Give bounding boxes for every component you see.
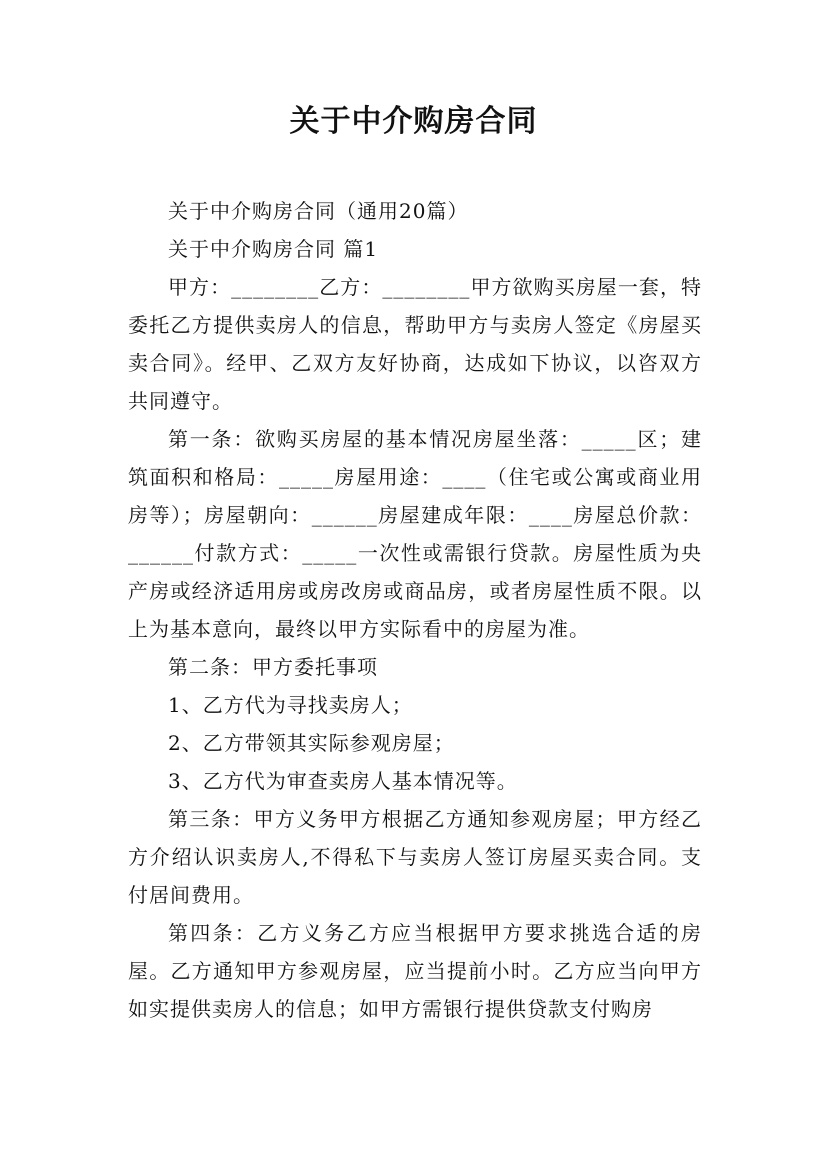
subtitle-paragraph: 关于中介购房合同（通用20篇）	[168, 199, 469, 223]
list-item: 3、乙方代为审查卖房人基本情况等。	[168, 769, 518, 793]
article-one-paragraph: 第一条：欲购买房屋的基本情况房屋坐落：_____区；建筑面积和格局：_____房屋用途：____（住宅或公寓或商业用房等）；房屋朝向：______房屋建成年限：____房屋总价款：______付款方式：_____一次性或需银行贷款。房屋性质为央产房或经济适用房或房改房或商品房，或者房屋性质不限。以上为基本意向，最终以甲方实际看中的房屋为准。	[128, 427, 702, 641]
list-item: 1、乙方代为寻找卖房人；	[168, 693, 413, 717]
article-three-paragraph: 第三条：甲方义务甲方根据乙方通知参观房屋；甲方经乙方介绍认识卖房人,不得私下与卖房人签订房屋买卖合同。支付居间费用。	[128, 807, 702, 907]
document-title: 关于中介购房合同	[289, 104, 538, 139]
section-heading: 关于中介购房合同 篇1	[168, 237, 379, 261]
document-body	[128, 192, 702, 1028]
parties-paragraph: 甲方：________乙方：________甲方欲购买房屋一套，特委托乙方提供卖房人的信息，帮助甲方与卖房人签定《房屋买卖合同》。经甲、乙双方友好协商，达成如下协议，以咨双方共同遵守。	[128, 275, 702, 413]
list-item: 2、乙方带领其实际参观房屋；	[168, 731, 455, 755]
article-four-paragraph: 第四条：乙方义务乙方应当根据甲方要求挑选合适的房屋。乙方通知甲方参观房屋，应当提前小时。乙方应当向甲方如实提供卖房人的信息；如甲方需银行提供贷款支付购房	[128, 921, 702, 1021]
article-two-heading: 第二条：甲方委托事项	[168, 655, 378, 679]
